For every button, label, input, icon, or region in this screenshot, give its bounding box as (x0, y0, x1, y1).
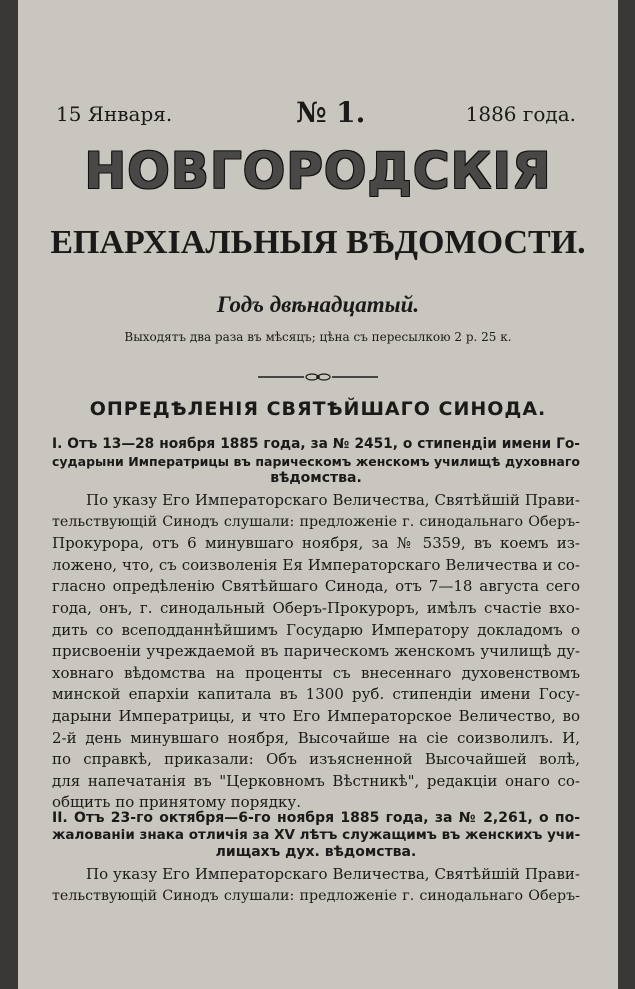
article2-heading (52, 810, 580, 861)
scan-edge-left (0, 0, 18, 989)
heading-line: лищахъ дух. вѣдомства. (215, 844, 417, 860)
body-line: ложено, что, съ соизволенія Ея Императорскаго Величества и со- (52, 555, 580, 574)
body-line: года, онъ, г. синодальный Оберъ-Прокуроръ, имѣлъ счастіе вхо- (52, 598, 580, 617)
article1-body (52, 490, 580, 814)
body-line: гласно опредѣленію Святѣйшаго Синода, отъ 7—18 августа сего (52, 577, 580, 596)
body-line: ховнаго вѣдомства на проценты съ внесеннаго духовенствомъ (52, 663, 580, 682)
body-line: дарыни Императрицы, и что Его Императорское Величество, во (52, 706, 580, 725)
section-title: ОПРЕДѢЛЕНІЯ СВЯТѢЙШАГО СИНОДА. (89, 398, 547, 420)
body-line: По указу Его Императорскаго Величества, Святѣйшій Прави- (86, 865, 580, 883)
heading-line: II. Отъ 23-го октября—6-го ноября 1885 года, за № 2,261, о по- (52, 810, 580, 826)
issue-header (56, 96, 576, 132)
heading-line: сударыни Императрицы въ парическомъ женскомъ училищѣ духовнаго (52, 454, 580, 469)
article1-heading (52, 436, 580, 487)
issue-date: 15 Января. (56, 102, 173, 126)
body-line: общить по принятому порядку. (52, 793, 301, 812)
body-line: 2-й день минувшаго ноября, Высочайше на сіе соизволилъ. И, (52, 728, 580, 747)
body-line: По указу Его Императорскаго Величества, Святѣйшій Прави- (86, 491, 580, 509)
masthead-title: НОВГОРОДСКІЯ (84, 142, 552, 200)
heading-line: I. Отъ 13—28 ноября 1885 года, за № 2451, о стипендіи имени Го- (52, 436, 580, 452)
body-line: минской епархіи капитала въ 1300 руб. стипендіи имени Госу- (52, 685, 580, 704)
body-line: Прокурора, отъ 6 минувшаго ноября, за № 5359, въ коемъ из- (52, 534, 580, 553)
masthead-subtitle: ЕПАРХІАЛЬНЫЯ ВѢДОМОСТИ. (50, 224, 586, 261)
publication-year-line: Годъ двѣнадцатый. (216, 292, 420, 317)
ornament-divider (258, 372, 378, 382)
issue-year: 1886 года. (465, 102, 576, 126)
newspaper-page (18, 0, 618, 989)
scan-edge-right (618, 0, 635, 989)
body-line: для напечатанія въ "Церковномъ Вѣстникѣ", редакціи онаго со- (52, 771, 580, 790)
price-line: Выходятъ два раза въ мѣсяцъ; цѣна съ пересылкою 2 р. 25 к. (124, 330, 512, 344)
body-line: тельствующій Синодъ слушали: предложеніе г. синодальнаго Оберъ- (52, 513, 580, 530)
heading-line: вѣдомства. (270, 470, 362, 486)
issue-number: № 1. (296, 96, 366, 129)
body-line: дить со всеподданнѣйшимъ Государю Императору докладомъ о (52, 620, 580, 639)
body-line: присвоеніи учреждаемой въ парическомъ женскомъ училищѣ ду- (52, 642, 580, 661)
article2-body (52, 864, 580, 907)
body-line: тельствующій Синодъ слушали: предложеніе г. синодальнаго Оберъ- (52, 887, 580, 904)
body-line: по справкѣ, приказали: Объ изъясненной Высочайшей волѣ, (52, 750, 580, 769)
heading-line: жалованіи знака отличія за XV лѣтъ служащимъ въ женскихъ учи- (52, 827, 581, 843)
